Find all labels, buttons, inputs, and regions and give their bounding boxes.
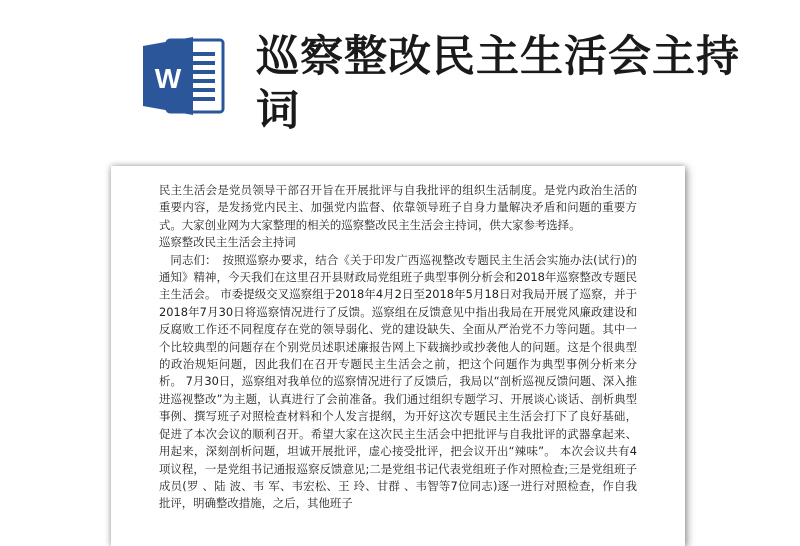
document-intro: 民主生活会是党员领导干部召开旨在开展批评与自我批评的组织生活制度。是党内政治生活的重要内容，是发扬党内民主、加强党内监督、依靠领导班子自身力量解决矛盾和问题的重要方式。大家创业网为大家整理的相关的巡察整改民主生活会主持词，供大家参考选择。 xyxy=(159,183,637,232)
svg-text:W: W xyxy=(154,63,182,94)
page-title: 巡察整改民主生活会主持词 xyxy=(256,32,740,136)
document-page xyxy=(111,166,685,546)
document-title: 巡察整改民主生活会主持词 xyxy=(159,235,296,250)
document-body xyxy=(159,182,637,513)
document-paragraph: 同志们： 按照巡察办要求，结合《关于印发广西巡视整改专题民主生活会实施办法(试行)的通知》精神，今天我们在这里召开县财政局党组班子典型事例分析会和2018年巡察整改专题民主生活会。 市委提级交叉巡察组于2018年4月2日至2018年5月18日对我局开展了巡察，并于2018年7月30日将巡察情况进行了反馈。巡察组在反馈意见中指出我局在开展党风廉政建设和反腐败工作还不同程度存在党的领导弱化、党的建设缺失、全面从严治党不力等问题。其中一个比较典型的问题存在个别党员述职述廉报告网上下载摘抄或抄袭他人的问题。这是个很典型的政治规矩问题，因此我们在召开专题民主生活会之前，把这个问题作为典型事例分析来分析。 7月30日，巡察组对我单位的巡察情况进行了反馈后，我局以“剖析巡视反馈问题、深入推进巡视整改”为主题，认真进行了会前准备。我们通过组织专题学习、开展谈心谈话、剖析典型事例、撰写班子对照检查材料和个人发言提纲，为开好这次专题民主生活会打下了良好基础，促进了本次会议的顺利召开。希望大家在这次民主生活会中把批评与自我批评的武器拿起来、用起来，深刻剖析问题，坦诚开展批评，虚心接受批评，把会议开出“辣味”。 本次会议共有4项议程，一是党组书记通报巡察反馈意见;二是党组书记代表党组班子作对照检查;三是党组班子成员(罗 、陆 波、韦 军、韦宏松、王 玲、甘群 、韦智等7位同志)逐一进行对照检查，作自我批评，明确整改措施，之后，其他班子 xyxy=(159,252,637,511)
header xyxy=(0,0,800,150)
word-document-icon xyxy=(143,34,227,118)
